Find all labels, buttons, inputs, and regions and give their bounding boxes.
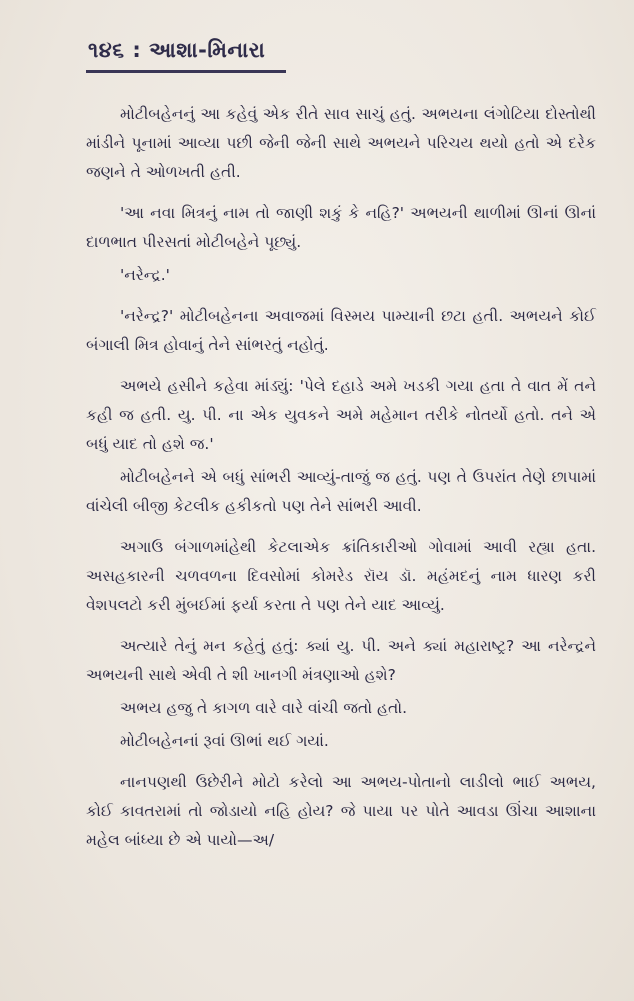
- paragraph-4: 'નરેન્દ્ર?' મોટીબહેનના અવાજમાં વિસ્મય પામ્યાની છટા હતી. અભયને કોઈ બંગાલી મિત્ર હોવાનું તેને સાંભરતું નહોતું.: [86, 307, 596, 354]
- paragraph-10: મોટીબહેનનાં રૂવાં ઊભાં થઈ ગયાં.: [120, 732, 329, 750]
- paragraph-6: મોટીબહેનને એ બધું સાંભરી આવ્યું-તાજું જ હતું. પણ તે ઉપરાંત તેણે છાપામાં વાંચેલી બીજી કેટલીક હકીકતો પણ તેને સાંભરી આવી.: [86, 468, 596, 515]
- paragraph-3: 'નરેન્દ્ર.': [120, 266, 170, 284]
- paragraph-9: અભય હજુ તે કાગળ વારે વારે વાંચી જતો હતો.: [120, 699, 408, 717]
- paragraph-11: નાનપણથી ઉછેરીને મોટો કરેલો આ અભય-પોતાનો લાડીલો ભાઈ અભય, કોઈ કાવતરામાં તો જોડાયો નહિ હોય? જે પાયા પર પોતે આવડા ઊંચા આશાના મહેલ બાંધ્યા છે એ પાયો—અ/: [86, 773, 596, 849]
- paragraph-2: 'આ નવા મિત્રનું નામ તો જાણી શકું કે નહિ?' અભયની થાળીમાં ઊનાં ઊનાં દાળભાત પીરસતાં મોટીબહેને પૂછ્યું.: [86, 204, 596, 251]
- paragraph-7: અગાઉ બંગાળમાંહેથી કેટલાએક ક્રાંતિકારીઓ ગોવામાં આવી રહ્યા હતા. અસહકારની ચળવળના દિવસોમાં કોમરેડ રૉય ડૉ. મહંમદનું નામ ધારણ કરી વેશપલટો કરી મુંબઈમાં ફર્યા કરતા તે પણ તેને યાદ આવ્યું.: [86, 538, 596, 614]
- paragraph-5: અભયે હસીને કહેવા માંડ્યું: 'પેલે દહાડે અમે ખડકી ગયા હતા તે વાત મેં તને કહી જ હતી. યુ. પી. ના એક યુવકને અમે મહેમાન તરીકે નોતર્યો હતો. તને એ બધું યાદ તો હશે જ.': [86, 377, 596, 453]
- page-header: ૧૪૬ : આશા-મિનારા: [88, 38, 266, 62]
- page-body: [86, 100, 596, 855]
- header-underline: [86, 70, 286, 73]
- paragraph-8: અત્યારે તેનું મન કહેતું હતું: ક્યાં યુ. પી. અને ક્યાં મહારાષ્ટ્ર? આ નરેન્દ્રને અભયની સાથે એવી તે શી ખાનગી મંત્રણાઓ હશે?: [86, 637, 596, 684]
- paragraph-1: મોટીબહેનનું આ કહેવું એક રીતે સાવ સાચું હતું. અભયના લંગોટિયા દોસ્તોથી માંડીને પૂનામાં આવ્યા પછી જેની જેની સાથે અભયને પરિચય થયો હતો એ દરેક જણને તે ઓળખતી હતી.: [86, 105, 596, 181]
